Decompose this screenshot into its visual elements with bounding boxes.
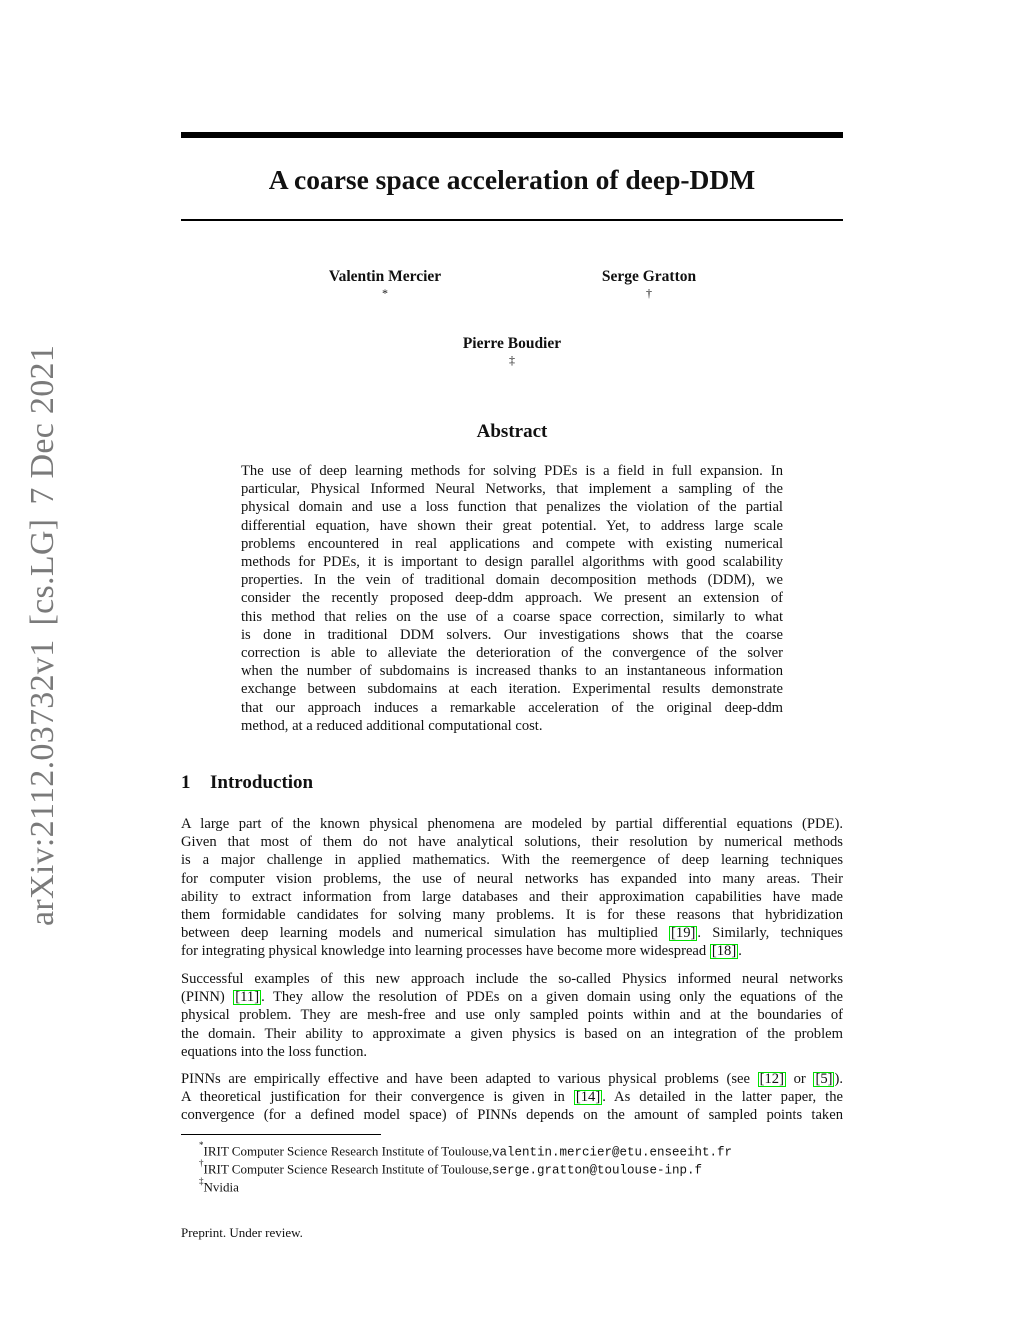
intro-paragraph-1 <box>181 815 843 961</box>
line-text: . Similarly, techniques <box>697 925 843 942</box>
abstract-line: that our approach induces a remarkable acceleration of the original deep-ddm <box>241 699 783 716</box>
arxiv-category: [cs.LG] <box>24 518 61 626</box>
abstract-line: consider the recently proposed deep-ddm approach. We present an extension of <box>241 590 783 607</box>
line-text: or <box>785 1071 814 1087</box>
paragraph-line <box>181 1070 843 1088</box>
abstract-line: is done in traditional DDM solvers. Our investigations shows that the coarse <box>241 626 783 643</box>
paragraph-line: physical problem. They are mesh-free and use only sampled points within and at the boundaries of <box>181 1007 843 1024</box>
paragraph-line <box>181 1088 843 1106</box>
author-3 <box>392 335 632 367</box>
line-text: for integrating physical knowledge into learning processes have become more widespread <box>181 943 710 960</box>
intro-paragraph-2 <box>181 970 843 1061</box>
abstract-line: properties. In the vein of traditional domain decomposition methods (DDM), we <box>241 572 783 589</box>
abstract-line: The use of deep learning methods for solving PDEs is a field in full expansion. In <box>241 463 783 479</box>
paragraph-line: is a major challenge in applied mathematics. With the reemergence of deep learning techniques <box>181 852 843 869</box>
abstract-line: exchange between subdomains at each iteration. Experimental results demonstrate <box>241 681 783 698</box>
footnote-mark: † <box>199 1158 204 1168</box>
section-heading-introduction <box>181 771 313 795</box>
abstract-line: when the number of subdomains is increased thanks to an instantaneous information <box>241 663 783 680</box>
paragraph-line: A large part of the known physical phenomena are modeled by partial differential equations (PDE). <box>181 816 843 832</box>
abstract-body <box>241 462 783 735</box>
footnote-text: IRIT Computer Science Research Institute of Toulouse, <box>203 1161 493 1177</box>
title-rule-bottom <box>181 219 843 221</box>
section-number: 1 <box>181 772 191 793</box>
arxiv-date: 7 Dec 2021 <box>24 344 61 505</box>
footnote-text: IRIT Computer Science Research Institute of Toulouse, <box>203 1143 493 1159</box>
paragraph-line: equations into the loss function. <box>181 1043 368 1060</box>
footnote-mark: ‡ <box>199 1176 204 1186</box>
paragraph-line: ability to extract information from large databases and their approximation capabilities have made <box>181 888 843 905</box>
footnote-mark: * <box>199 1140 204 1150</box>
citation-link-12[interactable]: [12] <box>759 1071 784 1087</box>
arxiv-id: arXiv:2112.03732v1 <box>24 639 61 926</box>
paragraph-line <box>181 988 843 1006</box>
abstract-line: differential equation, have shown their great potential. Yet, to address large scale <box>241 517 783 534</box>
author-footnote-mark: ‡ <box>509 353 515 367</box>
paragraph-line <box>181 924 843 942</box>
citation-link-19[interactable]: [19] <box>671 925 696 942</box>
line-text: A theoretical justification for their convergence is given in <box>181 1089 574 1106</box>
citation-link-18[interactable]: [18] <box>711 943 737 960</box>
arxiv-margin-stamp <box>24 344 62 926</box>
paragraph-line: the domain. Their ability to approximate a given physics is based on an integration of the problem <box>181 1025 843 1042</box>
author-name: Serge Gratton <box>601 268 697 285</box>
abstract-line: this method that relies on the use of a coarse space correction, similarly to what <box>241 608 783 625</box>
author-footnote-mark: * <box>382 286 388 300</box>
line-text: . <box>738 943 742 960</box>
citation-link-5[interactable]: [5] <box>815 1071 833 1087</box>
abstract-line: methods for PDEs, it is important to design parallel algorithms with good scalability <box>241 554 783 571</box>
author-name: Valentin Mercier <box>328 268 442 285</box>
footnote-rule <box>181 1134 381 1135</box>
line-text: . They allow the resolution of PDEs on a given domain using only the equations of the <box>261 989 843 1006</box>
footnote-text: Nvidia <box>203 1179 239 1195</box>
abstract-line: particular, Physical Informed Neural Networks, that implement a sampling of the <box>241 481 783 498</box>
section-title: Introduction <box>210 772 314 793</box>
line-text: (PINN) <box>181 989 234 1006</box>
author-name: Pierre Boudier <box>462 335 562 352</box>
line-text: . As detailed in the latter paper, the <box>602 1089 843 1106</box>
abstract-line: method, at a reduced additional computational cost. <box>241 717 543 734</box>
abstract-line: correction is able to alleviate the deterioration of the convergence of the solver <box>241 645 783 662</box>
author-2 <box>529 268 769 300</box>
preprint-notice: Preprint. Under review. <box>181 1225 303 1240</box>
paragraph-line: for computer vision problems, the use of neural networks has expanded into many areas. Their <box>181 870 843 887</box>
title-rule-top <box>181 132 843 138</box>
footnote-2 <box>199 1157 702 1178</box>
citation-link-11[interactable]: [11] <box>235 989 260 1006</box>
footnote-email: valentin.mercier@etu.enseeiht.fr <box>492 1145 733 1160</box>
paper-title: A coarse space acceleration of deep-DDM <box>268 164 756 195</box>
abstract-line: problems encountered in real applications and compete with existing numerical <box>241 535 783 552</box>
abstract-heading: Abstract <box>476 421 548 442</box>
footnote-email: serge.gratton@toulouse-inp.f <box>492 1163 703 1178</box>
paragraph-line: Given that most of them do not have analytical solutions, their resolution by numerical methods <box>181 834 843 851</box>
footnote-3 <box>199 1175 239 1195</box>
author-footnote-mark: † <box>646 286 652 300</box>
paragraph-line <box>181 942 843 960</box>
abstract-line: physical domain and use a loss function that penalizes the violation of the partial <box>241 499 783 516</box>
author-1 <box>265 268 505 300</box>
line-text: between deep learning models and numerical simulation has multiplied <box>181 925 670 942</box>
intro-paragraph-3 <box>181 1070 843 1125</box>
paragraph-line: Successful examples of this new approach include the so-called Physics informed neural networks <box>181 971 843 987</box>
paragraph-line: them formidable candidates for solving many problems. It is for these reasons that hybridization <box>181 907 843 924</box>
paragraph-line: convergence (for a defined model space) of PINNs depends on the amount of sampled points taken <box>181 1107 843 1124</box>
citation-link-14[interactable]: [14] <box>575 1089 601 1106</box>
line-text: ). <box>834 1071 843 1087</box>
line-text: PINNs are empirically effective and have been adapted to various physical problems (see <box>181 1071 758 1087</box>
